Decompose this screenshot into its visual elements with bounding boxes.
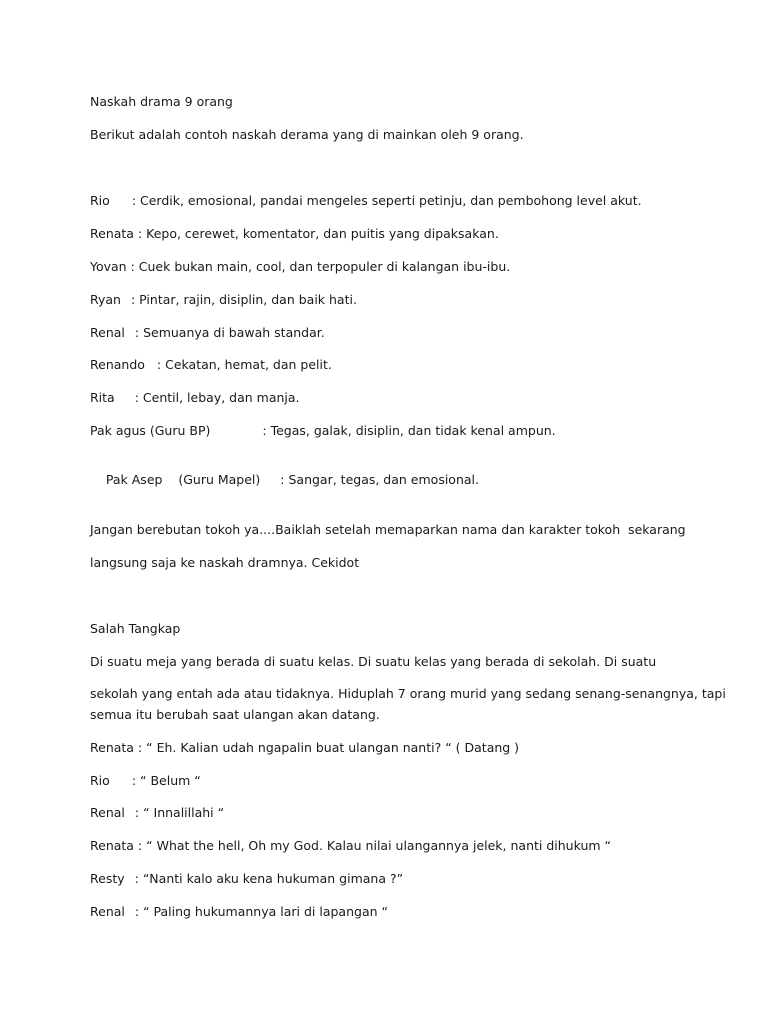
- character-name: Yovan: [90, 259, 127, 274]
- dialogue-line: [90, 904, 388, 920]
- character-description: Kepo, cerewet, komentator, dan puitis yang dipaksakan.: [146, 226, 499, 241]
- character-description: Cerdik, emosional, pandai mengeles seperti petinju, dan pembohong level akut.: [140, 193, 642, 208]
- character-name: Renal: [90, 325, 125, 340]
- dialogue-text: “ Innalillahi “: [143, 805, 225, 820]
- character-name: Ryan: [90, 292, 121, 307]
- dialogue-speaker: Resty: [90, 871, 125, 886]
- dialogue-separator: :: [134, 904, 144, 919]
- dialogue-line: [90, 773, 201, 789]
- character-name: Renata: [90, 226, 134, 241]
- transition-line-2: langsung saja ke naskah dramnya. Cekidot: [90, 555, 360, 570]
- character-separator: :: [262, 423, 271, 438]
- scene-title: Salah Tangkap: [90, 621, 181, 636]
- character-name: Pak Asep (Guru Mapel): [105, 472, 261, 487]
- dialogue-speaker: Renal: [90, 805, 125, 820]
- dialogue-separator: :: [131, 773, 140, 788]
- character-separator: :: [130, 292, 140, 307]
- intro-paragraph: Berikut adalah contoh naskah derama yang di mainkan oleh 9 orang.: [90, 127, 524, 142]
- narration-line-3: semua itu berubah saat ulangan akan datang.: [90, 707, 380, 722]
- dialogue-speaker: Rio: [90, 773, 110, 788]
- dialogue-separator: :: [133, 838, 147, 853]
- character-row-pak-asep: [90, 456, 479, 504]
- character-description: Sangar, tegas, dan emosional.: [288, 472, 479, 487]
- character-row-renal: [90, 325, 325, 341]
- dialogue-speaker: Renata: [90, 838, 134, 853]
- dialogue-line: [90, 740, 519, 756]
- character-row-ryan: [90, 292, 357, 308]
- character-separator: :: [131, 193, 140, 208]
- dialogue-speaker: Renal: [90, 904, 125, 919]
- character-separator: :: [134, 325, 144, 340]
- dialogue-line: [90, 871, 403, 887]
- dialogue-separator: :: [133, 740, 147, 755]
- character-description: Centil, lebay, dan manja.: [142, 390, 300, 405]
- character-name: Renando: [90, 357, 145, 372]
- character-row-yovan: [90, 259, 510, 275]
- character-name: Pak agus (Guru BP): [90, 423, 211, 438]
- character-separator: :: [134, 390, 143, 405]
- dialogue-text: “Nanti kalo aku kena hukuman gimana ?”: [142, 871, 404, 886]
- narration-line-2: sekolah yang entah ada atau tidaknya. Hiduplah 7 orang murid yang sedang senang-senangnya, tapi: [90, 686, 726, 701]
- dialogue-speaker: Renata: [90, 740, 134, 755]
- character-row-rio: [90, 193, 642, 209]
- dialogue-separator: :: [134, 805, 144, 820]
- character-row-pak-agus: [90, 423, 556, 439]
- dialogue-line: [90, 805, 224, 821]
- dialogue-line: [90, 838, 611, 854]
- character-description: Tegas, galak, disiplin, dan tidak kenal ampun.: [270, 423, 556, 438]
- document-title: Naskah drama 9 orang: [90, 94, 233, 109]
- character-separator: :: [280, 472, 289, 487]
- dialogue-separator: :: [134, 871, 143, 886]
- character-description: Pintar, rajin, disiplin, dan baik hati.: [139, 292, 357, 307]
- character-description: Cekatan, hemat, dan pelit.: [165, 357, 332, 372]
- character-description: Cuek bukan main, cool, dan terpopuler di kalangan ibu-ibu.: [138, 259, 511, 274]
- character-separator: :: [133, 226, 147, 241]
- dialogue-text: “ Eh. Kalian udah ngapalin buat ulangan nanti? “ ( Datang ): [146, 740, 520, 755]
- transition-line-1: Jangan berebutan tokoh ya....Baiklah setelah memaparkan nama dan karakter tokoh sekarang: [90, 522, 686, 537]
- character-separator: :: [126, 259, 139, 274]
- dialogue-text: “ Belum “: [140, 773, 201, 788]
- narration-line-1: Di suatu meja yang berada di suatu kelas. Di suatu kelas yang berada di sekolah. Di suatu: [90, 654, 657, 669]
- character-description: Semuanya di bawah standar.: [143, 325, 325, 340]
- character-row-renata: [90, 226, 499, 242]
- character-name: Rita: [90, 390, 115, 405]
- character-row-renando: [90, 357, 332, 373]
- character-row-rita: [90, 390, 300, 406]
- dialogue-text: “ Paling hukumannya lari di lapangan “: [143, 904, 388, 919]
- character-separator: :: [156, 357, 166, 372]
- dialogue-text: “ What the hell, Oh my God. Kalau nilai ulangannya jelek, nanti dihukum “: [146, 838, 612, 853]
- character-name: Rio: [90, 193, 110, 208]
